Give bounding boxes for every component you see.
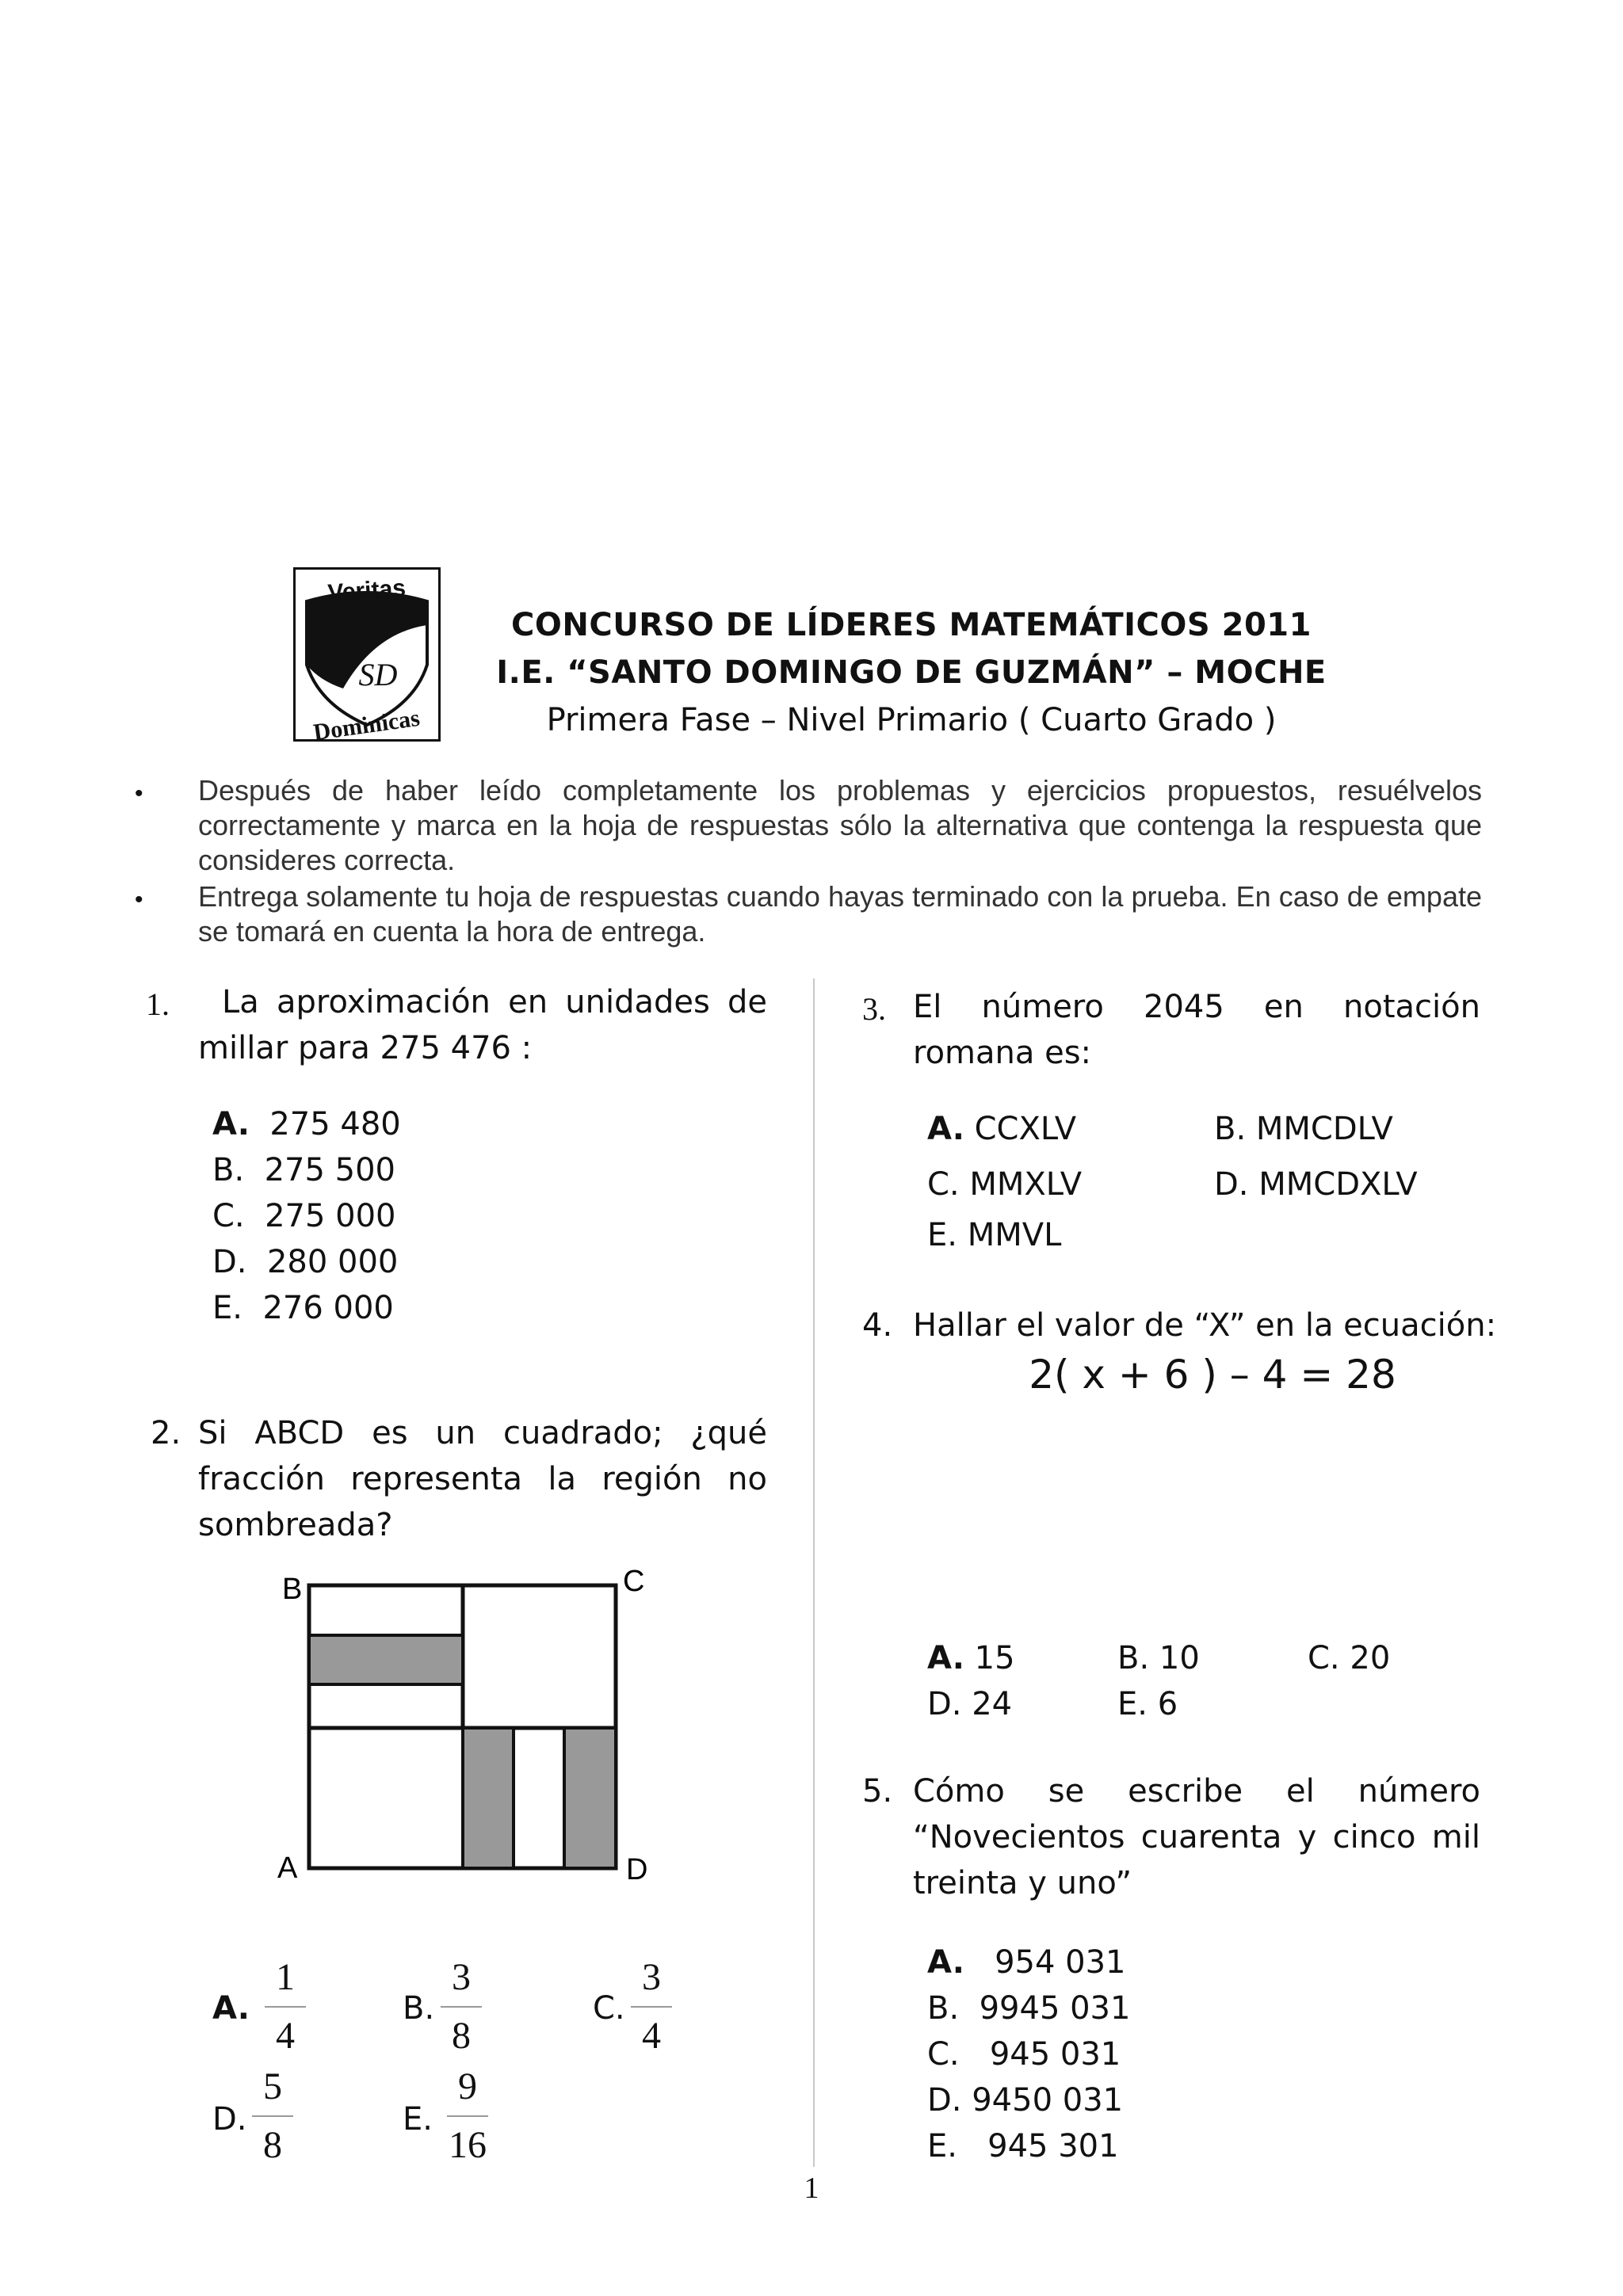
vertex-label-b: B	[282, 1573, 303, 1606]
phase-subtitle: Primera Fase – Nivel Primario ( Cuarto Grado )	[546, 702, 1277, 738]
bullet-icon: •	[135, 780, 143, 807]
instruction-text: Entrega solamente tu hoja de respuestas cuando hayas terminado con la prueba. En caso de empate se tomará en cuenta la hora de entrega.	[198, 880, 1482, 948]
shield-icon	[296, 570, 438, 739]
q2-option-d-fraction[interactable]: 5 8	[249, 2063, 296, 2169]
q4-equation: 2( x + 6 ) – 4 = 28	[1029, 1352, 1396, 1398]
bullet-icon: •	[135, 887, 143, 913]
vertex-label-a: A	[277, 1852, 298, 1885]
instruction-item-2	[135, 879, 1482, 949]
q5-options	[927, 1939, 1130, 2169]
q4-option-a[interactable]: A. 15	[927, 1640, 1015, 1676]
q2-option-b-key[interactable]: B.	[403, 1990, 435, 2027]
q1-option-e[interactable]: E. 276 000	[212, 1290, 394, 1326]
q5-number: 5.	[862, 1773, 893, 1810]
shaded-region	[564, 1728, 616, 1868]
svg-text:SD: SD	[358, 657, 398, 692]
vertex-label-d: D	[626, 1853, 648, 1886]
contest-title: CONCURSO DE LÍDERES MATEMÁTICOS 2011	[511, 607, 1312, 643]
q5-option-d[interactable]: D. 9450 031	[927, 2082, 1124, 2119]
q2-option-a-fraction[interactable]: 1 4	[262, 1954, 309, 2060]
q3-option-d[interactable]: D. MMCDXLV	[1214, 1166, 1418, 1203]
q4-option-e[interactable]: E. 6	[1117, 1686, 1178, 1722]
q5-option-c[interactable]: C. 945 031	[927, 2036, 1121, 2073]
column-divider	[813, 978, 815, 2167]
q2-option-e-key[interactable]: E.	[403, 2101, 433, 2138]
q2-option-a-key[interactable]: A.	[212, 1990, 250, 2027]
q4-number: 4.	[862, 1307, 893, 1344]
q3-option-c[interactable]: C. MMXLV	[927, 1166, 1083, 1203]
q4-option-b[interactable]: B. 10	[1117, 1640, 1200, 1676]
q2-option-c-fraction[interactable]: 3 4	[628, 1954, 675, 2060]
q1-option-a[interactable]: A. 275 480	[212, 1106, 401, 1142]
q1-option-d[interactable]: D. 280 000	[212, 1244, 399, 1280]
q1-options	[212, 1101, 401, 1331]
q5-option-a[interactable]: A. 954 031	[927, 1944, 1126, 1981]
q3-option-a[interactable]: A. CCXLV	[927, 1111, 1077, 1147]
q2-number: 2.	[151, 1415, 181, 1451]
q4-text: Hallar el valor de “X” en la ecuación:	[913, 1307, 1497, 1344]
q5-text: Cómo se escribe el número “Novecientos cuarenta y cinco mil treinta y uno”	[913, 1773, 1480, 1901]
shaded-region	[309, 1635, 463, 1684]
svg-text:Dominicas: Dominicas	[311, 704, 422, 739]
q2-option-b-fraction[interactable]: 3 8	[437, 1954, 485, 2060]
shaded-region	[463, 1728, 514, 1868]
q5-option-e[interactable]: E. 945 301	[927, 2128, 1119, 2164]
q2-option-e-fraction[interactable]: 9 16	[449, 2065, 487, 2166]
school-title: I.E. “SANTO DOMINGO DE GUZMÁN” – MOCHE	[496, 654, 1327, 691]
q4-option-c[interactable]: C. 20	[1308, 1640, 1391, 1676]
vertex-label-c: C	[623, 1565, 645, 1598]
instruction-item-1	[135, 773, 1482, 878]
instruction-text: Después de haber leído completamente los problemas y ejercicios propuestos, resuélvelos correctamente y marca en la hoja de respuestas sólo la alternativa que contenga la respuesta que consideres correcta.	[198, 774, 1482, 876]
q2-option-d-key[interactable]: D.	[212, 2101, 247, 2138]
q3-text: El número 2045 en notación romana es:	[913, 989, 1480, 1071]
q1-text: La aproximación en unidades de millar para 275 476 :	[198, 984, 767, 1066]
svg-text:Veritas: Veritas	[327, 574, 407, 607]
q4-option-d[interactable]: D. 24	[927, 1686, 1013, 1722]
q2-option-c-key[interactable]: C.	[593, 1990, 625, 2027]
square-figure	[269, 1561, 666, 1894]
q5-option-b[interactable]: B. 9945 031	[927, 1990, 1131, 2027]
q3-option-b[interactable]: B. MMCDLV	[1214, 1111, 1393, 1147]
q2-text: Si ABCD es un cuadrado; ¿qué fracción representa la región no sombreada?	[198, 1415, 767, 1543]
q3-number: 3.	[862, 991, 886, 1027]
page-number: 1	[804, 2172, 819, 2205]
q1-option-b[interactable]: B. 275 500	[212, 1152, 396, 1188]
q1-option-c[interactable]: C. 275 000	[212, 1198, 396, 1234]
q3-option-e[interactable]: E. MMVL	[927, 1217, 1062, 1253]
school-logo	[293, 567, 441, 742]
q1-number: 1.	[146, 986, 170, 1022]
